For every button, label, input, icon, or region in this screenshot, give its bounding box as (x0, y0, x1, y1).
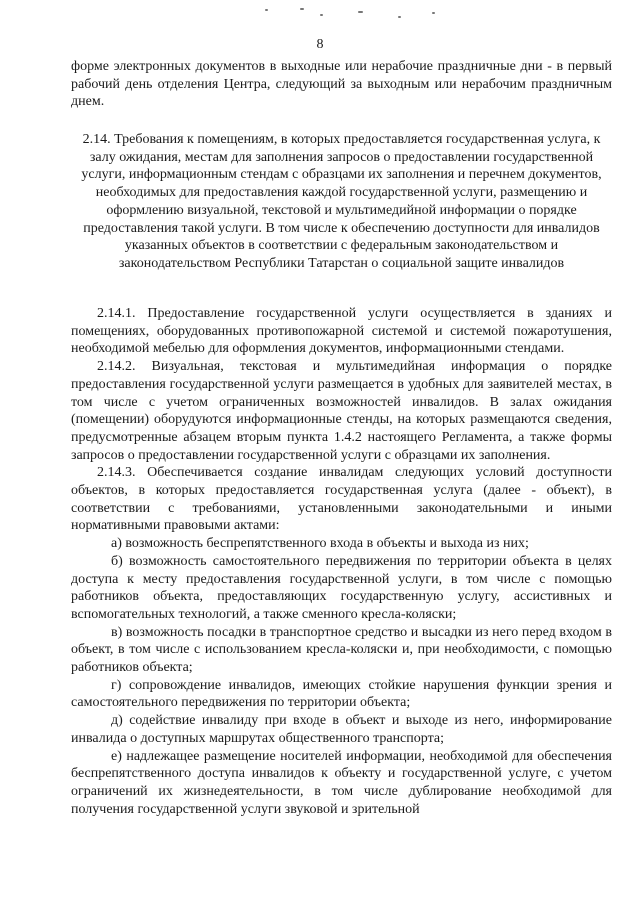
scan-artifact (300, 8, 304, 10)
scan-artifact (358, 11, 363, 13)
scan-artifact (320, 14, 323, 16)
paragraph-2-14-3: 2.14.3. Обеспечивается создание инвалидам следующих условий доступности объектов, в которых предоставляется государственная услуга (далее - объект), в соответствии с требованиями, установленными законодательными и иными нормативными правовыми актами: (71, 465, 612, 534)
paragraph-2-14-2: 2.14.2. Визуальная, текстовая и мультимедийная информация о порядке предоставления государственной услуги размещается в удобных для заявителей местах, в том числе с учетом ограниченных возможностей инвалидов. В залах ожидания (помещении) оборудуются информационные стенды, на которых размещаются сведения, предусмотренные абзацем вторым пункта 1.4.2 настоящего Регламента, а также формы запросов о предоставлении государственной услуги с образцами их заполнения. (71, 359, 612, 463)
carryover-block (71, 58, 612, 111)
page-number: 8 (316, 37, 324, 52)
list-item-e: е) надлежащее размещение носителей информации, необходимой для обеспечения беспрепятственного доступа инвалидов к объекту и государственной услуге, с учетом ограничений их жизнедеятельности, в том числе дублирование необходимой для получения государственной услуги звуковой и зрительной (71, 748, 612, 817)
list-item-d: д) содействие инвалиду при входе в объект и выходе из него, информирование инвалида о доступных маршрутах общественного транспорта; (71, 713, 612, 746)
list-item-b: б) возможность самостоятельного передвижения по территории объекта в целях доступа к месту предоставления государственной услуги, в том числе с помощью работников объекта, предоставляющих государственную услугу, ассистивных и вспомогательных технологий, а также сменного кресла-коляски; (71, 553, 612, 622)
scan-artifact (432, 12, 435, 14)
scan-artifact (265, 9, 268, 11)
body-section (71, 305, 612, 818)
list-item-a: а) возможность беспрепятственного входа в объекты и выхода из них; (111, 536, 529, 552)
carryover-paragraph: форме электронных документов в выходные или нерабочие праздничные дни - в первый рабочий день отделения Центра, следующий за выходным или нерабочим праздничным днем. (71, 59, 612, 110)
scan-artifact (398, 16, 401, 18)
list-item-v: в) возможность посадки в транспортное средство и высадки из него перед входом в объект, в том числе с использованием кресла-коляски и, при необходимости, с помощью работников объекта; (71, 624, 612, 676)
section-heading: 2.14. Требования к помещениям, в которых предоставляется государственная услуга, к залу ожидания, местам для заполнения запросов о предоставлении государственной услуги, информационным стендам с образцами их заполнения и перечнем документов, необходимых для предоставления каждой государственной услуги, размещению и оформлению визуальной, текстовой и мультимедийной информации о порядке предоставления такой услуги. В том числе к обеспечению доступности для инвалидов указанных объектов в соответствии с федеральным законодательством и законодательством Республики Татарстан о социальной защите инвалидов (81, 132, 602, 271)
list-item-g: г) сопровождение инвалидов, имеющих стойкие нарушения функции зрения и самостоятельного передвижения по территории объекта; (71, 677, 612, 711)
paragraph-2-14-1: 2.14.1. Предоставление государственной услуги осуществляется в зданиях и помещениях, оборудованных противопожарной системой и системой пожаротушения, необходимой мебелью для оформления документов, информационными стендами. (71, 306, 612, 357)
